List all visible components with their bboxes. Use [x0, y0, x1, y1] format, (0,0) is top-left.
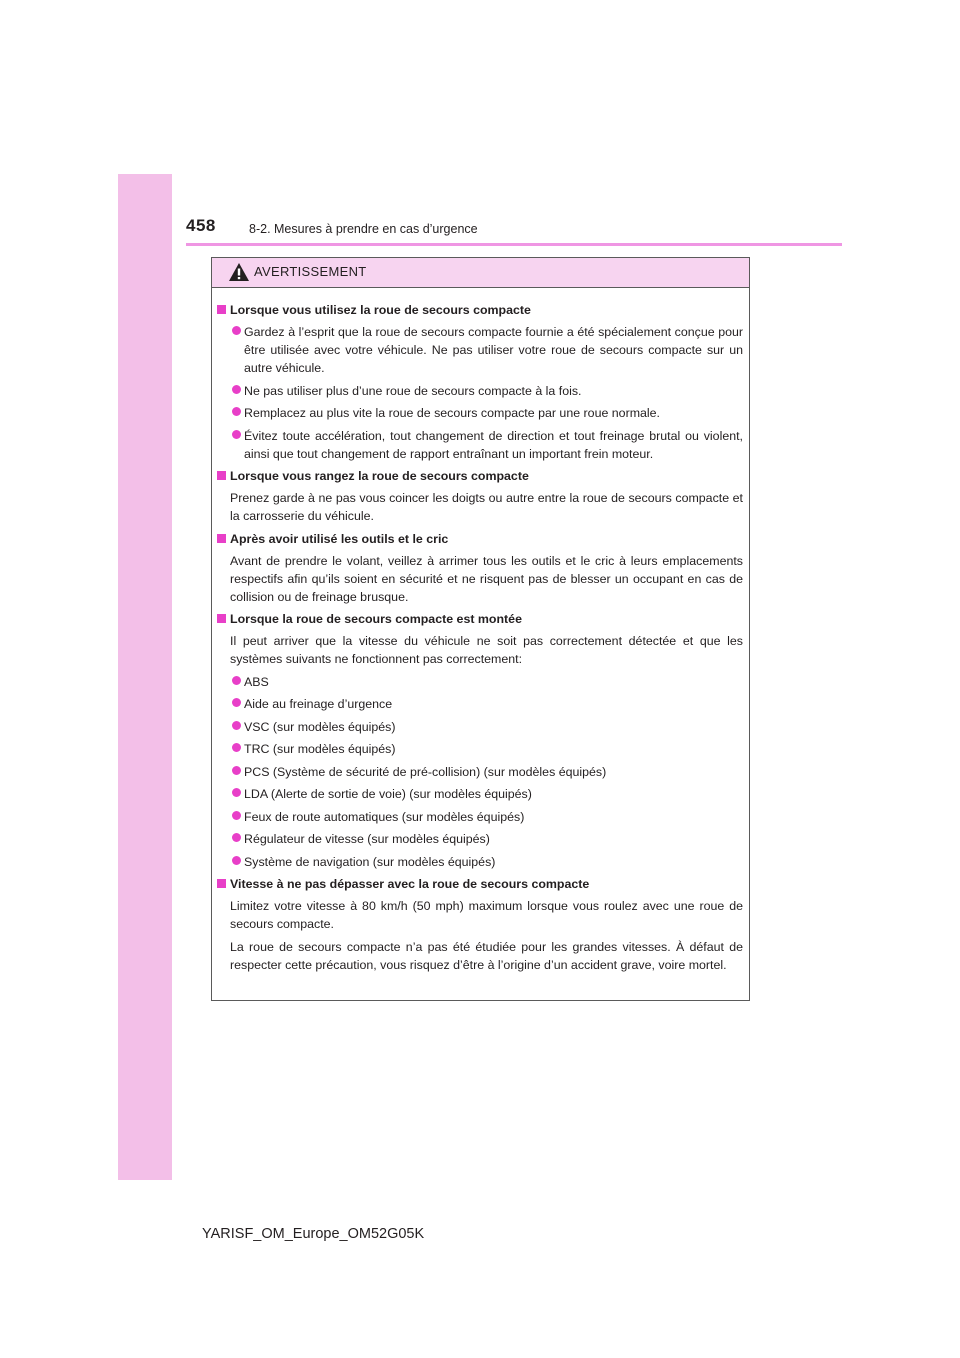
warning-header: [212, 258, 749, 288]
list-item: [217, 323, 743, 377]
dot-bullet-icon: [232, 676, 241, 685]
paragraph: Limitez votre vitesse à 80 km/h (50 mph) maximum lorsque vous roulez avec une roue de secours compacte.: [230, 899, 743, 931]
list-item-text: Régulateur de vitesse (sur modèles équipés): [244, 832, 490, 846]
list-item-text: ABS: [244, 674, 269, 689]
warning-triangle-icon: [228, 262, 250, 282]
list-item: [217, 853, 743, 871]
list-item: [217, 808, 743, 826]
list-item-text: Système de navigation (sur modèles équipés): [244, 854, 496, 869]
list-item: [217, 785, 743, 803]
heading-text: Lorsque vous rangez la roue de secours compacte: [230, 469, 529, 483]
dot-bullet-icon: [232, 385, 241, 394]
list-item: [217, 382, 743, 400]
dot-bullet-icon: [232, 856, 241, 865]
list-item-text: VSC (sur modèles équipés): [244, 719, 396, 734]
dot-bullet-icon: [232, 766, 241, 775]
dot-bullet-icon: [232, 743, 241, 752]
list-item-text: Remplacez au plus vite la roue de secours compacte par une roue normale.: [244, 406, 660, 420]
section-title: 8-2. Mesures à prendre en cas d’urgence: [249, 222, 478, 236]
list-item-text: PCS (Système de sécurité de pré-collision) (sur modèles équipés): [244, 764, 607, 779]
list-item: [217, 404, 743, 422]
list-item: [217, 830, 743, 848]
square-bullet-icon: [217, 471, 226, 480]
document-code: YARISF_OM_Europe_OM52G05K: [202, 1226, 425, 1242]
square-bullet-icon: [217, 534, 226, 543]
list-item-text: Feux de route automatiques (sur modèles équipés): [244, 809, 525, 824]
heading-text: Lorsque vous utilisez la roue de secours compacte: [230, 303, 531, 317]
section-heading: [217, 530, 743, 548]
paragraph: Prenez garde à ne pas vous coincer les doigts ou autre entre la roue de secours compacte et la carrosserie du véhicule.: [230, 491, 743, 523]
list-item: [217, 718, 743, 736]
heading-text: Vitesse à ne pas dépasser avec la roue de secours compacte: [230, 877, 590, 891]
list-item: [217, 673, 743, 691]
dot-bullet-icon: [232, 407, 241, 416]
warning-body: [212, 288, 749, 974]
side-tab: [118, 174, 172, 1180]
dot-bullet-icon: [232, 788, 241, 797]
list-item-text: TRC (sur modèles équipés): [244, 742, 396, 756]
list-item-text: Gardez à l’esprit que la roue de secours compacte fournie a été spécialement conçue pour être utilisée avec votre véhicule. Ne pas utiliser votre roue de secours compacte sur un autre véhicule.: [244, 325, 743, 375]
square-bullet-icon: [217, 879, 226, 888]
dot-bullet-icon: [232, 833, 241, 842]
list-item-text: Aide au freinage d’urgence: [244, 697, 393, 711]
paragraph: La roue de secours compacte n’a pas été étudiée pour les grandes vitesses. À défaut de respecter cette précaution, vous risquez d’être à l’origine d’un accident grave, voire mortel.: [230, 939, 743, 972]
dot-bullet-icon: [232, 326, 241, 335]
dot-bullet-icon: [232, 698, 241, 707]
warning-title: AVERTISSEMENT: [254, 264, 367, 279]
heading-text: Après avoir utilisé les outils et le cric: [230, 531, 449, 546]
paragraph: Avant de prendre le volant, veillez à arrimer tous les outils et le cric à leurs emplacements respectifs afin qu’ils soient en sécurité et ne risquent pas de blesser un occupant en cas de collision ou de freinage brusque.: [230, 553, 743, 604]
list-item: [217, 695, 743, 713]
section-heading: [217, 301, 743, 319]
section-heading: [217, 875, 743, 893]
header-rule: [186, 243, 842, 246]
dot-bullet-icon: [232, 430, 241, 439]
list-item-text: Évitez toute accélération, tout changement de direction et tout freinage brutal ou violent, ainsi que tout changement de rapport entraînant un important frein moteur.: [244, 428, 743, 461]
list-item: [217, 740, 743, 758]
paragraph: Il peut arriver que la vitesse du véhicule ne soit pas correctement détectée et que les systèmes suivants ne fonctionnent pas correctement:: [230, 634, 743, 666]
dot-bullet-icon: [232, 721, 241, 730]
square-bullet-icon: [217, 305, 226, 314]
warning-box: [211, 257, 750, 1001]
list-item: [217, 427, 743, 463]
page-number: 458: [186, 216, 216, 235]
square-bullet-icon: [217, 614, 226, 623]
list-item: [217, 763, 743, 781]
dot-bullet-icon: [232, 811, 241, 820]
section-heading: [217, 467, 743, 485]
list-item-text: Ne pas utiliser plus d’une roue de secours compacte à la fois.: [244, 383, 582, 398]
list-item-text: LDA (Alerte de sortie de voie) (sur modèles équipés): [244, 787, 532, 801]
heading-text: Lorsque la roue de secours compacte est montée: [230, 612, 522, 626]
section-heading: [217, 610, 743, 628]
